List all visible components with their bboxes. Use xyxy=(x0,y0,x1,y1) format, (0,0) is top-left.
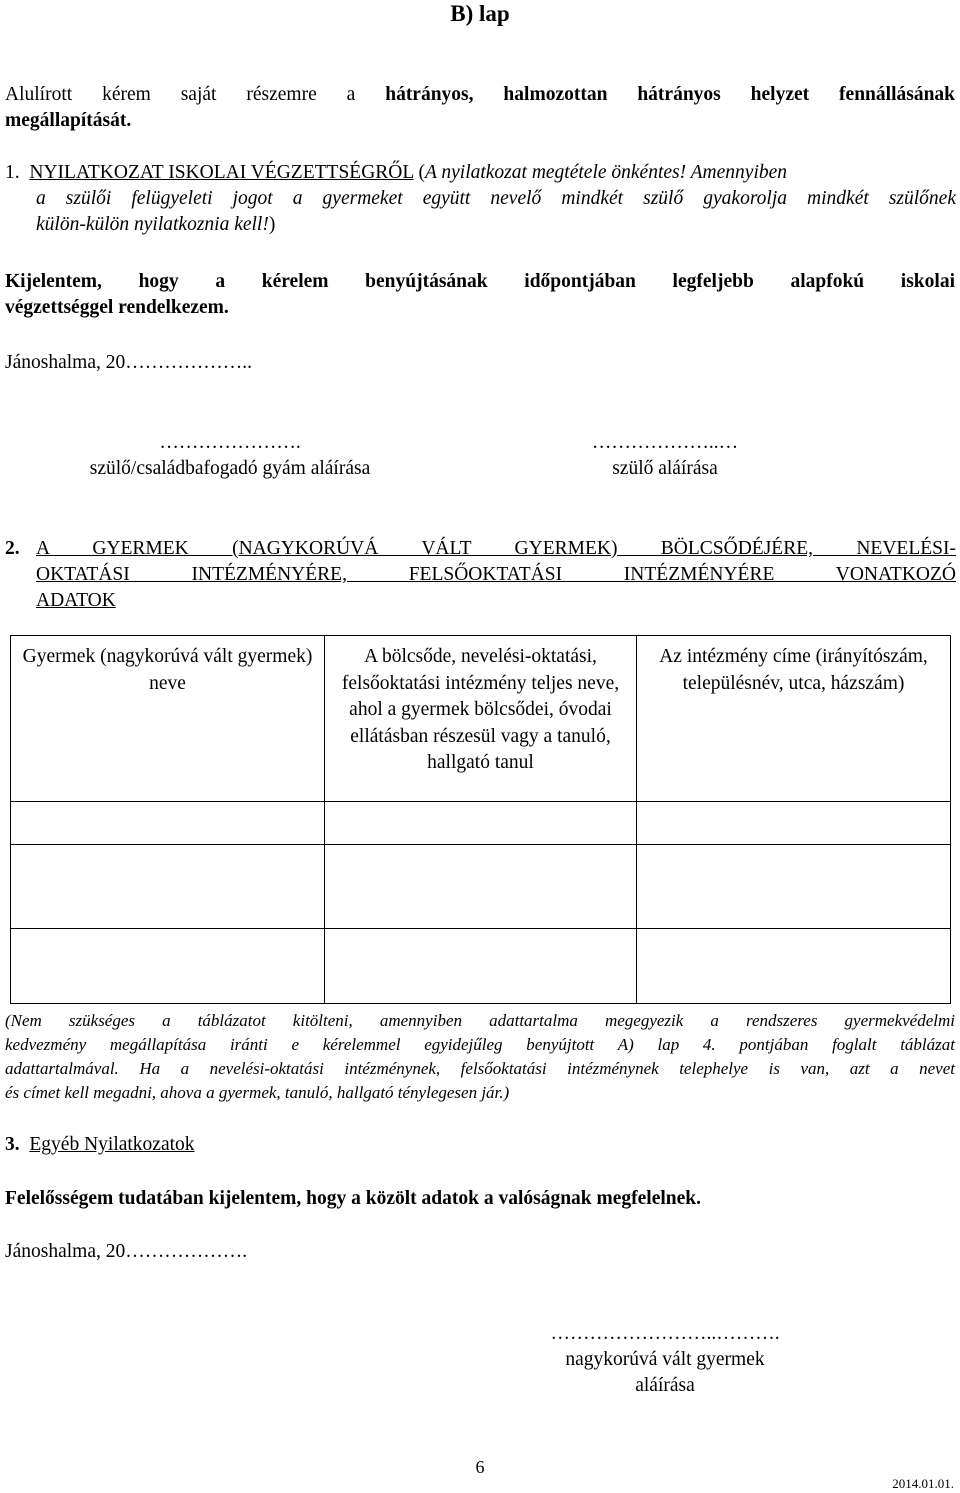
intro-line-2: megállapítását. xyxy=(5,110,132,131)
section1-statement-2: végzettséggel rendelkezem. xyxy=(5,297,229,318)
section3-heading: Egyéb Nyilatkozatok xyxy=(29,1134,195,1155)
table-cell[interactable] xyxy=(11,802,325,845)
section2-heading-1: A GYERMEK (NAGYKORÚVÁ VÁLT GYERMEK) BÖLCSŐDÉJÉRE, NEVELÉSI- xyxy=(36,538,956,559)
table-cell[interactable] xyxy=(637,802,951,845)
section2-heading-2: OKTATÁSI INTÉZMÉNYÉRE, FELSŐOKTATÁSI INTÉZMÉNYÉRE VONATKOZÓ xyxy=(36,564,956,585)
page-title: B) lap xyxy=(450,1,510,26)
table-cell[interactable] xyxy=(325,929,637,1004)
header-institution-name: A bölcsőde, nevelési-oktatási, felsőoktatási intézmény teljes neve, ahol a gyermek bölcsődei, óvodai ellátásban részesül vagy a tanuló, hallgató tanul xyxy=(325,636,637,802)
intro-bold: hátrányos, halmozottan hátrányos helyzet fennállásának xyxy=(385,84,956,105)
section1-note-1: A nyilatkozat megtétele önkéntes! Amennyiben xyxy=(424,162,788,183)
signature-child-label-1: nagykorúvá vált gyermek xyxy=(565,1349,765,1370)
institution-table xyxy=(10,635,951,1004)
section3-statement: Felelősségem tudatában kijelentem, hogy a közölt adatok a valóságnak megfelelnek. xyxy=(5,1188,702,1209)
section1-statement-1: Kijelentem, hogy a kérelem benyújtásának időpontjában legfeljebb alapfokú iskolai xyxy=(5,271,955,292)
section1-place-date: Jánoshalma, 20……………….. xyxy=(5,352,252,373)
section2-number: 2. xyxy=(5,538,20,559)
table-cell[interactable] xyxy=(637,929,951,1004)
header-institution-address: Az intézmény címe (irányítószám, településnév, utca, házszám) xyxy=(637,636,951,802)
table-header-row xyxy=(11,636,951,802)
section1-heading-line xyxy=(5,160,955,186)
table-note-1: (Nem szükséges a táblázatot kitölteni, amennyiben adattartalma megegyezik a rendszeres gyermekvédelmi xyxy=(5,1011,955,1030)
table-cell[interactable] xyxy=(637,845,951,929)
table-note-4: és címet kell megadni, ahova a gyermek, tanuló, hallgató ténylegesen jár.) xyxy=(5,1083,510,1102)
section2-heading-3: ADATOK xyxy=(36,590,116,611)
section1-note-3-line xyxy=(36,212,275,238)
footer-date: 2014.01.01. xyxy=(892,1476,954,1491)
table-note-3: adattartalmával. Ha a nevelési-oktatási intézménynek, felsőoktatási intézménynek telephelye is van, azt a nevet xyxy=(5,1059,955,1078)
signature-right-label: szülő aláírása xyxy=(612,458,718,479)
intro-prefix: Alulírott kérem saját részemre a xyxy=(5,84,356,105)
intro-line-1 xyxy=(5,82,955,108)
section1-paren-close: ) xyxy=(268,214,276,235)
section3-place-date: Jánoshalma, 20………………. xyxy=(5,1241,248,1262)
section1-note-2: a szülői felügyeleti jogot a gyermeket együtt nevelő mindkét szülő gyakorolja mindkét szülőnek xyxy=(36,188,956,209)
table-cell[interactable] xyxy=(11,845,325,929)
section1-paren-open: ( xyxy=(418,162,425,183)
table-row xyxy=(11,802,951,845)
signature-child-label-2: aláírása xyxy=(635,1375,695,1396)
section1-heading: NYILATKOZAT ISKOLAI VÉGZETTSÉGRŐL xyxy=(29,162,414,183)
page-number: 6 xyxy=(475,1457,485,1477)
table-cell[interactable] xyxy=(11,929,325,1004)
table-cell[interactable] xyxy=(325,845,637,929)
section3-number: 3. xyxy=(5,1134,20,1155)
signature-left-dots: …………………. xyxy=(159,432,301,453)
section1-note-3: külön-külön nyilatkoznia kell! xyxy=(36,214,269,235)
signature-child-dots: ……………………..………. xyxy=(550,1323,780,1344)
signature-right-dots: ………………..… xyxy=(591,432,739,453)
section1-number: 1. xyxy=(5,162,20,183)
header-child-name: Gyermek (nagykorúvá vált gyermek) neve xyxy=(11,636,325,802)
table-row xyxy=(11,845,951,929)
signature-left-label: szülő/családbafogadó gyám aláírása xyxy=(89,458,371,479)
table-row xyxy=(11,929,951,1004)
table-cell[interactable] xyxy=(325,802,637,845)
table-note-2: kedvezmény megállapítása iránti e kérelemmel egyidejűleg benyújtott A) lap 4. pontjában foglalt táblázat xyxy=(5,1035,955,1054)
section3-heading-line xyxy=(5,1132,195,1158)
